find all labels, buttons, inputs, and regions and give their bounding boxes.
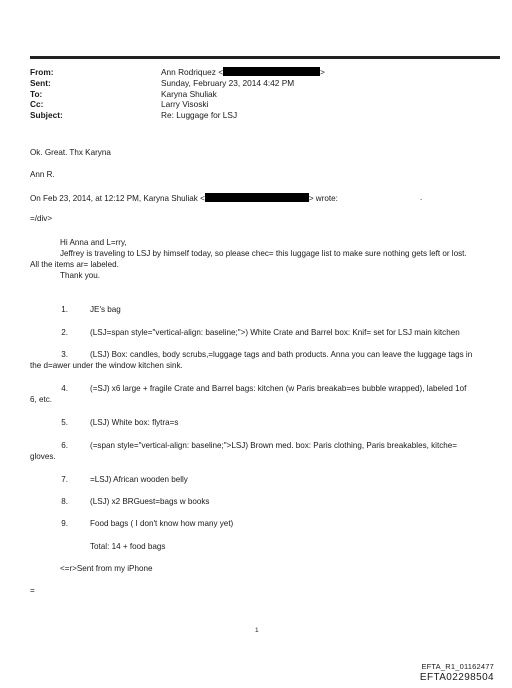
thanks-text: Thank you. [60,271,101,280]
item-number: 5. [61,418,68,427]
item-text: (=span style="vertical-align: baseline;">LSJ) Brown med. box: Paris clothing, Paris breakables, kitche= [90,441,457,450]
item-number: 3. [61,350,68,359]
redaction-box [223,67,320,76]
body-line-2: All the items ar= labeled. [30,260,119,269]
item-number: 6. [61,441,68,450]
reply-text: Ok. Great. Thx Karyna [30,148,111,157]
item-text-continued: gloves. [30,452,56,461]
sent-value: Sunday, February 23, 2014 4:42 PM [161,77,295,88]
div-tag-text: =/div> [30,214,53,223]
stray-equals: = [30,586,35,595]
item-text: =LSJ) African wooden belly [90,475,188,484]
stray-dot: . [420,193,423,202]
item-number: 8. [61,497,68,506]
quote-intro: On Feb 23, 2014, at 12:12 PM, Karyna Shuliak < > wrote: [30,194,338,203]
item-text: (LSJ=span style="vertical-align: baseline;">) White Crate and Barrel box: Knif= set for LSJ main kitchen [90,328,460,337]
item-text: (LSJ) Box: candles, body scrubs,=luggage tags and bath products. Anna you can leave the luggage tags in [90,350,473,359]
page-number: 1 [255,627,259,634]
sent-from-text: <=r>Sent from my iPhone [60,564,153,573]
item-number: 7. [61,475,68,484]
item-text-continued: 6, etc. [30,395,53,404]
from-value: Ann Rodriquez < > [161,67,325,77]
item-text: (LSJ) x2 BRGuest=bags w books [90,497,210,506]
footer-id-1: EFTA_R1_01162477 [421,662,494,671]
item-text: (=SJ) x6 large + fragile Crate and Barrel bags: kitchen (w Paris breakab=es bubble wrapped), labeled 1of [90,384,467,393]
item-text: (LSJ) White box: flytra=s [90,418,179,427]
to-value: Karyna Shuliak [161,88,217,99]
cc-value: Larry Visoski [161,99,209,110]
item-number: 4. [61,384,68,393]
header-rule [30,56,500,59]
from-label: From: [30,67,54,77]
item-text: Food bags ( I don't know how many yet) [90,519,234,528]
subject-value: Re: Luggage for LSJ [161,110,238,121]
total-text: Total: 14 + food bags [90,542,166,551]
item-number: 2. [61,328,68,337]
body-line-1: Jeffrey is traveling to LSJ by himself today, so please chec= this luggage list to make sure nothing gets left or lost. [60,249,467,258]
item-number: 1. [61,305,68,314]
to-label: To: [30,88,43,99]
item-text: JE's bag [90,305,121,314]
signoff-text: Ann R. [30,170,55,179]
footer-id-2: EFTA02298504 [419,672,494,683]
greeting-text: Hi Anna and L=rry, [60,238,127,247]
redaction-box [205,193,309,202]
subject-label: Subject: [30,110,63,121]
item-text-continued: the d=awer under the window kitchen sink. [30,361,183,370]
cc-label: Cc: [30,99,44,110]
item-number: 9. [61,519,68,528]
sent-label: Sent: [30,77,51,88]
